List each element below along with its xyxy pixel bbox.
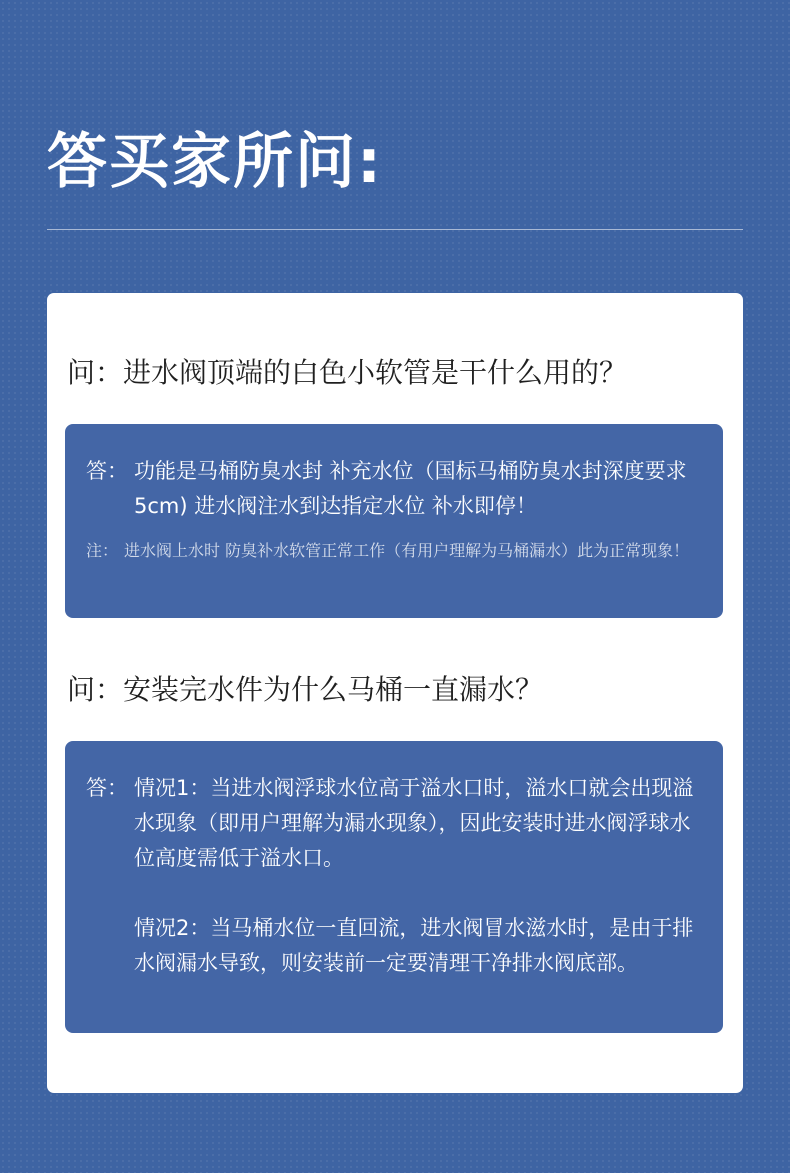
answer-box-1	[65, 424, 723, 618]
answer-box-2	[65, 741, 723, 1033]
paragraph-gap	[134, 876, 711, 911]
answer-label: 答：	[86, 776, 128, 800]
title-divider	[47, 229, 743, 230]
note-1	[86, 537, 711, 565]
page-title: 答买家所问:	[47, 127, 383, 197]
answer-label: 答：	[86, 459, 128, 483]
answer-1	[86, 454, 711, 524]
faq-card	[47, 293, 743, 1093]
note-label: 注：	[86, 541, 119, 560]
answer-text: 功能是马桶防臭水封 补充水位（国标马桶防臭水封深度要求5cm) 进水阀注水到达指定水位 补水即停！	[134, 459, 687, 518]
note-text: 进水阀上水时 防臭补水软管正常工作（有用户理解为马桶漏水）此为正常现象！	[124, 541, 690, 560]
question-2: 问：安装完水件为什么马桶一直漏水？	[67, 673, 544, 706]
answer-body	[134, 771, 711, 981]
question-1: 问：进水阀顶端的白色小软管是干什么用的？	[67, 356, 628, 389]
case-1-text: 情况1：当进水阀浮球水位高于溢水口时，溢水口就会出现溢水现象（即用户理解为漏水现象），因此安装时进水阀浮球水位高度需低于溢水口。	[134, 776, 694, 870]
answer-2	[86, 771, 711, 981]
case-2-text: 情况2：当马桶水位一直回流，进水阀冒水滋水时，是由于排水阀漏水导致，则安装前一定要清理干净排水阀底部。	[134, 916, 694, 975]
